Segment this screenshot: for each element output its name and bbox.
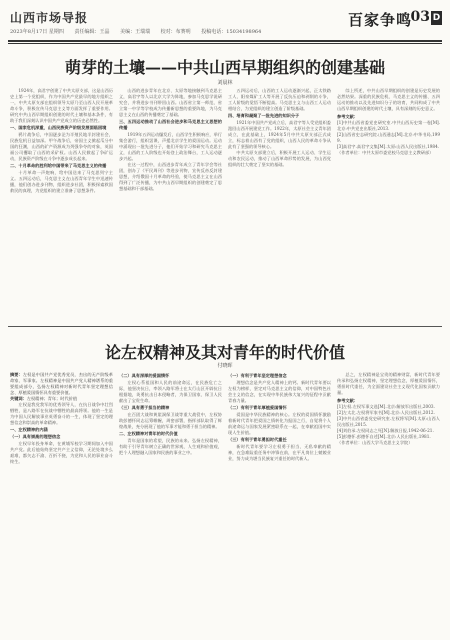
article-divider bbox=[8, 326, 442, 327]
article-1-column-2 bbox=[119, 88, 222, 320]
section-heading: （一）具有崇高的理想信念 bbox=[10, 434, 61, 439]
body-paragraph: 山西的进步青年在北京、太原等地接触到马克思主义，高君宇等人以北京大学为阵地，参加马克思学说研究会，并将进步书刊带回山西。山西省立第一师范、省立第一中学等学校成为传播新思想的重要阵地，为马克思主义在山西的传播奠定了基础。 bbox=[119, 88, 222, 117]
body-paragraph: 在百团大战和黄崖洞保卫战等重大战役中，左权协助彭德怀同志运筹帷幄，周密部署，指挥部队取得了辉煌战果，充分展现了他的军事才能和勇于担当的精神。 bbox=[119, 412, 222, 429]
body-paragraph: 在这一过程中，山西进步青年成立了青年学会等社团，创办了《平民周刊》等进步刊物，宣传反帝反封建思想，介绍俄国十月革命的经验，使马克思主义在山西得到了广泛传播，为中共山西早期组织的创建奠定了思想基础和干部基础。 bbox=[119, 162, 222, 191]
reference-entry: [5]彭德怀.彭德怀自述[M].北京:人民出版社,1981. bbox=[337, 434, 431, 439]
references-heading: 参考文献： bbox=[337, 398, 358, 403]
article-1-body bbox=[10, 88, 440, 320]
body-paragraph: 1919年五四运动爆发后，山西学生积极响应，举行集会游行，组织罢课，声援北京学生的爱国运动。运动中涌现出一批先进分子，他们开始学习和研究马克思主义，山西的工人阶级也开始登上政治舞台，工人运动逐步兴起。 bbox=[119, 132, 222, 161]
body-paragraph: 左权心系祖国和人民的前途命运，在民族危亡之际，他坚决抗日，率领八路军将士在太行山区开辟抗日根据地，英勇抗击日本侵略者，为保卫国家、保卫人民献出了宝贵生命。 bbox=[119, 380, 222, 403]
body-paragraph: 中共太原支部建立后，积极开展工人运动、学生运动和农民运动，推动了山西革命形势的发展，为山西党组织的壮大奠定了坚实的基础。 bbox=[228, 150, 331, 167]
article-2-title: 论左权精神及其对青年的时代价值 bbox=[104, 343, 345, 362]
body-paragraph: 爱国是中华民族精神的核心。左权的爱国情怀激励着新时代青年把爱国之情转化为报国之行，自觉将个人前途命运与国家发展紧密联系在一起，在奉献祖国中实现人生价值。 bbox=[228, 412, 331, 435]
body-paragraph: 左权早年投身革命，在黄埔军校学习期间加入中国共产党。此后他始终坚定共产主义信仰，无论处境多么艰难，都矢志不渝、百折不挠，为党和人民的事业奋斗终生。 bbox=[10, 441, 113, 464]
article-2-column-1 bbox=[10, 372, 113, 634]
section-heading: （二）有利于青年厚植爱国情怀 bbox=[228, 405, 287, 410]
article-2-column-3 bbox=[228, 372, 331, 634]
masthead-rule bbox=[8, 40, 442, 42]
reference-entry: [1]左权.左权军事文选[M].北京:解放军出版社,2003. bbox=[337, 404, 435, 409]
body-paragraph: 新时代青年要学习左权勇于担当、无私奉献的精神，在急难险重任务中冲锋在前，在平凡岗位上兢兢业业，努力成为堪当民族复兴重任的时代新人。 bbox=[228, 444, 331, 461]
body-paragraph: 1921年中国共产党成立后，高君宇等人受党组织委派回山西开展建党工作。1922年，太原社会主义青年团成立，在此基础上，1924年5月中共太原支部正式成立，标志着山西有了党的组织，山西人民的革命斗争从此有了坚强的领导核心。 bbox=[228, 120, 331, 149]
reference-entry: [2]山西省史志研究院.山西通志[M].北京:中华书局,1999. bbox=[337, 132, 440, 143]
abstract-paragraph bbox=[10, 372, 113, 396]
body-paragraph: 总之，左权精神是宝贵的精神财富，新时代青年要传承和弘扬左权精神，坚定理想信念，厚植爱国情怀，勇担时代重任，为全面建设社会主义现代化国家贡献力量。 bbox=[337, 372, 440, 395]
article-2-author: 付晓晖 bbox=[217, 363, 233, 369]
abstract-text: 左权是中国共产党优秀党员，杰出的无产阶级革命家、军事家。左权精神是中国共产党人精神谱系的重要组成部分，弘扬左权精神对新时代青年坚定理想信念、厚植爱国情怀具有重要价值。 bbox=[10, 372, 113, 395]
body-paragraph: 青年是国家的希望，民族的未来。弘扬左权精神，有助于引导青年树立正确的世界观、人生观和价值观，把个人理想融入国家和民族的事业之中。 bbox=[119, 438, 222, 455]
reference-entry: [4]刘伯承.左权同志之死[N].解放日报,1942-06-21. bbox=[337, 428, 434, 433]
section-heading: 二、十月革命的胜利给中国带来了马克思主义的传播 bbox=[10, 163, 107, 168]
edition-badge: D bbox=[432, 13, 441, 23]
reference-entry: （作者单位：中共太原市委党校马克思主义教研部） bbox=[337, 150, 434, 155]
section-title: 百家争鸣 bbox=[347, 11, 412, 29]
reference-entry: （作者单位：山西大学马克思主义学院） bbox=[337, 440, 413, 445]
section-heading: （三）具有勇于担当的精神 bbox=[119, 405, 170, 410]
body-paragraph: 五四运动后，山西的工人运动逐渐兴起，正太铁路工人、阳泉煤矿工人等开展了反抗压迫和剥削的斗争，工人阶级的觉悟不断提高。马克思主义与山西工人运动相结合，为党组织的建立创造了阶级基础。 bbox=[228, 88, 331, 111]
section-heading: （三）有利于青年勇担时代重任 bbox=[228, 437, 287, 442]
article-1-column-3 bbox=[228, 88, 331, 320]
article-1-title: 萌芽的土壤——中共山西早期组织的创建基础 bbox=[64, 58, 385, 77]
article-1-author: 刘晨林 bbox=[217, 80, 233, 86]
editor-credit: 责任编辑：王晶 bbox=[74, 29, 110, 35]
section-heading: 二、左权精神对青年的时代价值 bbox=[119, 431, 178, 436]
section-heading: 三、五四运动推动了山西社会进步和马克思主义思想的传播 bbox=[119, 119, 222, 130]
masthead-rule-thin bbox=[8, 43, 442, 44]
paper-name: 山西市场导报 bbox=[10, 11, 89, 25]
abstract-label: 摘要： bbox=[10, 372, 23, 377]
reference-entry: [3]高君宇.高君宇文集[M].太原:山西人民出版社,1984. bbox=[337, 144, 440, 149]
designer-credit: 美编：王瑞瑞 bbox=[120, 29, 151, 35]
body-paragraph: 左权是我党我军的优秀领导人，在抗日战争中壮烈牺牲，是八路军在抗战中牺牲的最高将领。他的一生是为中国人民解放事业英勇奋斗的一生，体现了坚定的理想信念和崇高的革命精神。 bbox=[10, 402, 113, 425]
section-heading: 四、培育和凝聚了一批先进的知识分子 bbox=[228, 113, 300, 118]
body-paragraph: 理想信念是共产党人精神上的钙。新时代青年要以左权为榜样，坚定对马克思主义的信仰，对中国特色社会主义的信念，在实现中华民族伟大复兴的征程中贡献青春力量。 bbox=[228, 380, 331, 403]
section-heading: （二）具有深厚的爱国情怀 bbox=[119, 373, 170, 378]
masthead-meta bbox=[10, 28, 270, 35]
article-1-column-1 bbox=[10, 88, 113, 320]
article-2-column-4 bbox=[337, 372, 440, 634]
body-paragraph: 十月革命一声炮响，给中国送来了马克思列宁主义。五四运动后，马克思主义在山西青年学生中迅速传播，他们创办进步刊物，组织进步社团，积极探索救国救民的真理，为党组织的建立准备了思想条件。 bbox=[10, 170, 113, 193]
masthead bbox=[8, 6, 442, 40]
abstract-text: 左权精神；青年；时代价值 bbox=[26, 396, 78, 401]
references-heading: 参考文献： bbox=[337, 114, 358, 119]
body-paragraph: 1924年，高君宇创建了中共太原支部，这是山西历史上第一个党组织，作为中国共产党最早的地方组织之一，中共太原支部在组织领导太原乃至山西人民开展革命斗争，积极宣传马克思主义等方面发挥了重要作用。研究中共山西早期组织创建的时代土壤和基本条件，有助于我们深刻认识中国共产党成立的历史必然性。 bbox=[10, 88, 113, 123]
proofreader-credit: 校对：布赛明 bbox=[160, 29, 191, 35]
submission-phone: 投稿电话：15034198964 bbox=[201, 29, 262, 35]
abstract-label: 关键词： bbox=[10, 396, 27, 401]
body-paragraph: 鸦片战争后，中国逐步沦为半殖民地半封建社会，民族危机日益加深。甲午战争后，帝国主义掀起瓜分中国的狂潮，山西的矿产资源成为列强争夺的对象，英国福公司攫取了山西的采矿权。山西人民掀起了争矿运动，民族资产阶级在斗争中逐步成长起来。 bbox=[10, 132, 113, 161]
section-heading: 一、左权精神的内涵 bbox=[10, 427, 48, 432]
section-heading: 一、国家危机深重，山西民族资产阶级发展面临困境 bbox=[10, 125, 107, 130]
issue-date: 2023年8月17日 星期四 bbox=[10, 29, 64, 35]
reference-entry: [2]左太北.左权将军家书[M].北京:人民出版社,2012. bbox=[337, 410, 435, 415]
reference-entry: [1]中共山西省委党史研究室.中共山西历史第一卷[M].北京:中共党史出版社,2013. bbox=[337, 120, 440, 131]
body-paragraph: 综上所述，中共山西早期组织的创建是历史发展的必然结果。深重的民族危机、马克思主义的传播、五四运动的推动以及先进知识分子的培育，共同构成了中共山西早期组织创建的时代土壤，具有深刻的历史意义。 bbox=[337, 88, 440, 111]
page-number: 03 bbox=[410, 9, 430, 25]
article-2-column-2 bbox=[119, 372, 222, 634]
article-1-column-4 bbox=[337, 88, 440, 320]
section-heading: （一）有利于青年坚定理想信念 bbox=[228, 373, 287, 378]
article-2-body bbox=[10, 372, 440, 634]
reference-entry: [3]中共山西省委党史研究室.左权将军[M].太原:山西人民出版社,2015. bbox=[337, 416, 440, 427]
